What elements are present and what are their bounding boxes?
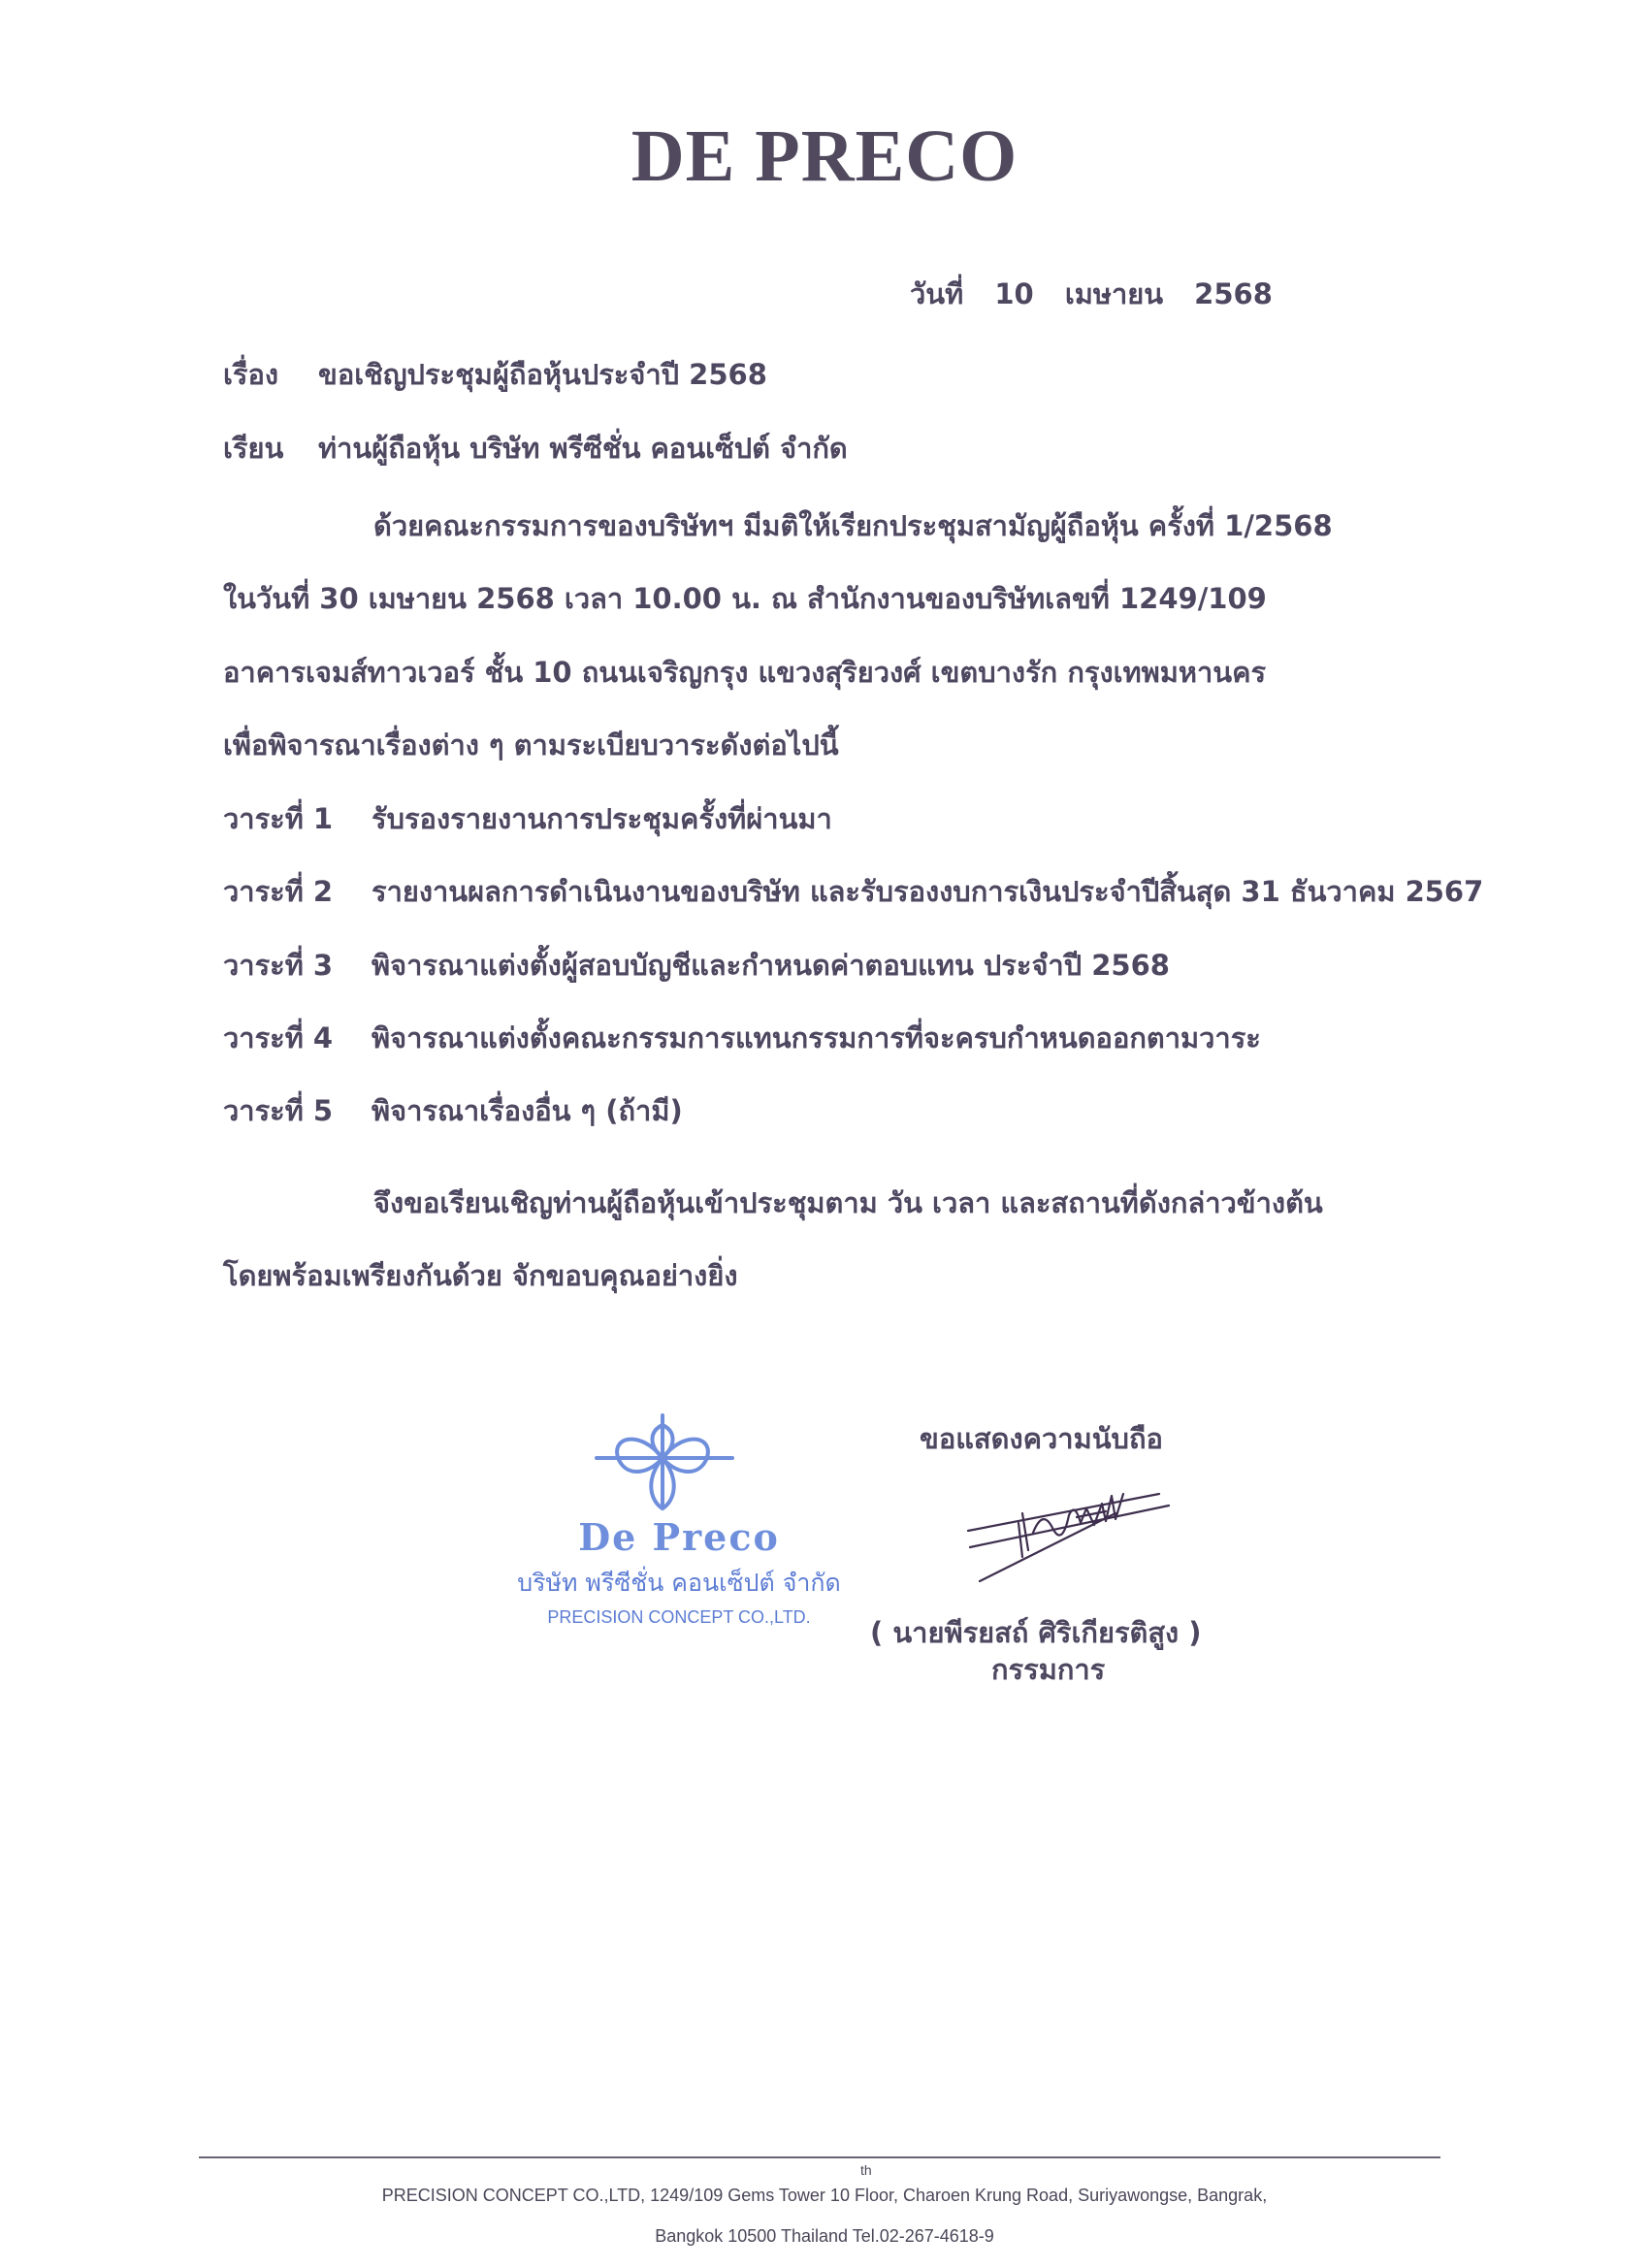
date-day: 10 <box>994 277 1034 310</box>
recipient-label: เรียน <box>223 432 284 465</box>
agenda-item: รายงานผลการดำเนินงานของบริษัท และรับรองงบการเงินประจำปีสิ้นสุด 31 ธันวาคม 2567 <box>372 875 1484 908</box>
letterhead-brand: DE PRECO <box>630 115 1018 197</box>
subject-label: เรื่อง <box>223 358 279 391</box>
intro-line-4: เพื่อพิจารณาเรื่องต่าง ๆ ตามระเบียบวาระดังต่อไปนี้ <box>223 729 839 761</box>
company-seal <box>485 1411 873 1644</box>
signatory-name: ( นายพีรยสถ์ ศิริเกียรติสูง ) <box>870 1616 1202 1649</box>
signatory-title: กรรมการ <box>991 1653 1106 1686</box>
seal-emblem-icon <box>485 1411 873 1518</box>
date-label: วันที่ <box>910 277 964 310</box>
agenda-number: วาระที่ 5 <box>223 1094 334 1127</box>
closing-line-1: จึงขอเรียนเชิญท่านผู้ถือหุ้นเข้าประชุมตาม วัน เวลา และสถานที่ดังกล่าวข้างต้น <box>373 1186 1323 1219</box>
subject-text: ขอเชิญประชุมผู้ถือหุ้นประจำปี 2568 <box>318 358 767 391</box>
agenda-item: รับรองรายงานการประชุมครั้งที่ผ่านมา <box>372 802 832 835</box>
letter-date <box>910 272 1294 316</box>
recipient-text: ท่านผู้ถือหุ้น บริษัท พรีซีชั่น คอนเซ็ปต์ จำกัด <box>318 432 848 465</box>
date-year: 2568 <box>1194 277 1273 310</box>
agenda-item: พิจารณาเรื่องอื่น ๆ (ถ้ามี) <box>372 1094 683 1127</box>
date-month: เมษายน <box>1064 277 1164 310</box>
footer-address-line-1: PRECISION CONCEPT CO.,LTD, 1249/109 Gems Tower 10 Floor, Charoen Krung Road, Suriyawongse, Bangrak, <box>381 2186 1268 2205</box>
agenda-number: วาระที่ 3 <box>223 949 334 982</box>
agenda-number: วาระที่ 2 <box>223 875 334 908</box>
seal-brand: De Preco <box>578 1515 780 1559</box>
sign-off-respect: ขอแสดงความนับถือ <box>920 1422 1163 1455</box>
footer-address-line-2: Bangkok 10500 Thailand Tel.02-267-4618-9 <box>655 2226 994 2246</box>
intro-line-1: ด้วยคณะกรรมการของบริษัทฯ มีมติให้เรียกประชุมสามัญผู้ถือหุ้น ครั้งที่ 1/2568 <box>373 509 1333 542</box>
seal-company-thai: บริษัท พรีซีชั่น คอนเซ็ปต์ จำกัด <box>517 1569 841 1597</box>
intro-line-2: ในวันที่ 30 เมษายน 2568 เวลา 10.00 น. ณ สำนักงานของบริษัทเลขที่ 1249/109 <box>223 582 1267 615</box>
seal-company-english: PRECISION CONCEPT CO.,LTD. <box>547 1607 811 1627</box>
closing-line-2: โดยพร้อมเพรียงกันด้วย จักขอบคุณอย่างยิ่ง <box>223 1259 738 1292</box>
agenda-item: พิจารณาแต่งตั้งผู้สอบบัญชีและกำหนดค่าตอบแทน ประจำปี 2568 <box>372 949 1170 982</box>
agenda-item: พิจารณาแต่งตั้งคณะกรรมการแทนกรรมการที่จะครบกำหนดออกตามวาระ <box>372 1021 1261 1054</box>
footer-superscript: th <box>860 2162 872 2178</box>
agenda-number: วาระที่ 1 <box>223 802 334 835</box>
intro-line-3: อาคารเจมส์ทาวเวอร์ ชั้น 10 ถนนเจริญกรุง แขวงสุริยวงศ์ เขตบางรัก กรุงเทพมหานคร <box>223 656 1267 689</box>
signature-icon <box>960 1455 1183 1601</box>
agenda-number: วาระที่ 4 <box>223 1021 334 1054</box>
footer-divider <box>199 2156 1440 2158</box>
